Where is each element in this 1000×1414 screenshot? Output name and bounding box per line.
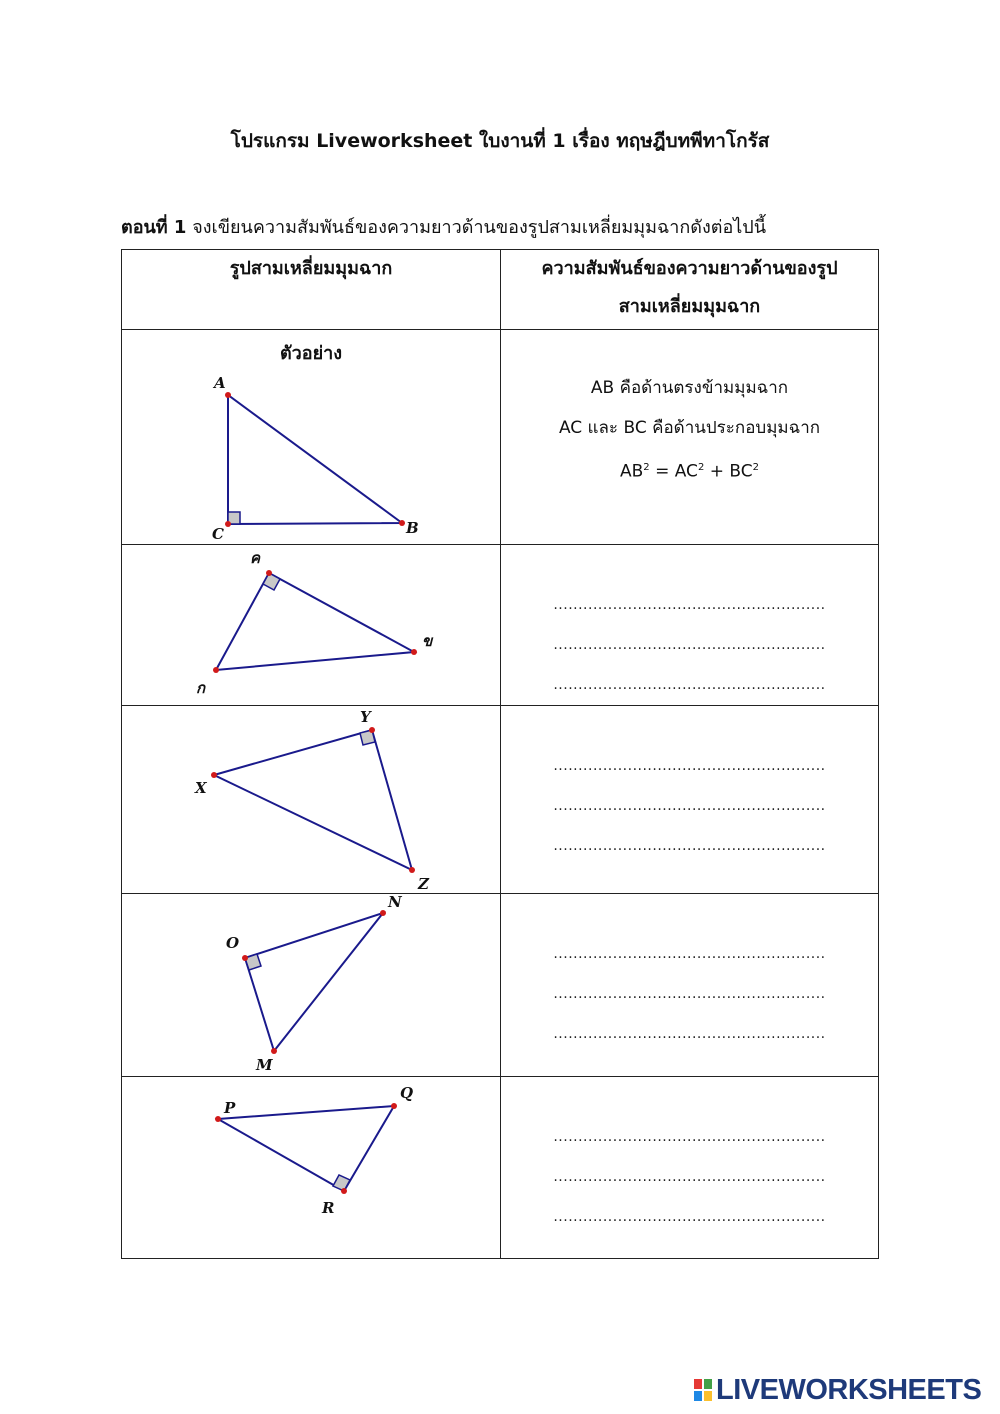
triangle-cell-4 [122, 1077, 501, 1259]
answer-input[interactable]: ....................................................... [553, 758, 826, 774]
vertex-dot [341, 1188, 347, 1194]
vertex-label: O [226, 934, 240, 952]
answer-cell-2 [501, 706, 879, 894]
triangle-abc [228, 395, 402, 524]
vertex-label: Z [418, 875, 429, 893]
vertex-dot [399, 520, 405, 526]
right-angle-marker [263, 573, 280, 590]
triangle-figure-2 [122, 706, 500, 893]
example-label: ตัวอย่าง [279, 343, 343, 364]
vertex-dot [213, 667, 219, 673]
header-right [501, 250, 879, 330]
answer-input[interactable]: ....................................................... [553, 677, 826, 693]
worksheet-table [121, 249, 879, 1259]
answer-lines-4 [501, 1077, 878, 1237]
vertex-label: R [322, 1199, 335, 1217]
vertex-dot [211, 772, 217, 778]
vertex-label: Y [360, 708, 371, 726]
vertex-dot [225, 392, 231, 398]
instruction [121, 212, 766, 241]
header-right-line2: สามเหลี่ยมมุมฉาก [618, 296, 761, 317]
vertex-label: ก [196, 679, 206, 697]
example-answer-cell [501, 330, 879, 545]
example-answer [501, 330, 878, 492]
answer-input[interactable]: ....................................................... [553, 1026, 826, 1042]
triangle-figure-3 [122, 894, 500, 1076]
header-row [122, 250, 879, 330]
triangle-cell-1 [122, 545, 501, 706]
triangle-cell-3 [122, 894, 501, 1077]
logo-text: LIVEWORKSHEETS [716, 1373, 982, 1406]
header-left [122, 250, 501, 330]
triangle-xyz [214, 730, 412, 870]
vertex-dot [266, 570, 272, 576]
answer-input[interactable]: ....................................................... [553, 597, 826, 613]
logo-mark-icon [694, 1379, 712, 1401]
header-left-text: รูปสามเหลี่ยมมุมฉาก [229, 258, 393, 279]
answer-input[interactable]: ....................................................... [553, 946, 826, 962]
right-angle-marker [333, 1175, 350, 1191]
answer-lines-3 [501, 894, 878, 1054]
triangle-kho [216, 573, 414, 670]
answer-cell-3 [501, 894, 879, 1077]
answer-lines-2 [501, 706, 878, 866]
answer-input[interactable]: ....................................................... [553, 1169, 826, 1185]
vertex-dot [242, 955, 248, 961]
exercise-row-3 [122, 894, 879, 1077]
vertex-label: Q [400, 1084, 414, 1102]
vertex-label: X [195, 779, 207, 797]
part-label: ตอนที่ 1 [121, 217, 187, 238]
example-line-legs: AC และ BC คือด้านประกอบมุมฉาก [558, 418, 821, 438]
answer-cell-4 [501, 1077, 879, 1259]
vertex-dot [391, 1103, 397, 1109]
vertex-label: P [224, 1099, 236, 1117]
eq-exp: 2 [752, 462, 759, 473]
triangle-cell-2 [122, 706, 501, 894]
example-figure-cell [122, 330, 501, 545]
example-row [122, 330, 879, 545]
vertex-label: ค [250, 549, 261, 567]
vertex-label: ข [422, 632, 433, 650]
vertex-dot [215, 1116, 221, 1122]
liveworksheets-logo[interactable] [694, 1374, 981, 1406]
answer-input[interactable]: ....................................................... [553, 798, 826, 814]
triangle-figure-1 [122, 545, 500, 704]
eq-ab: AB [620, 461, 644, 482]
vertex-label-c: C [212, 525, 224, 543]
answer-input[interactable]: ....................................................... [553, 1209, 826, 1225]
answer-input[interactable]: ....................................................... [553, 1129, 826, 1145]
triangle-figure-4 [122, 1077, 500, 1258]
eq-bc: + BC [704, 461, 753, 482]
vertex-label-a: A [214, 374, 226, 392]
header-right-line1: ความสัมพันธ์ของความยาวด้านของรูป [541, 258, 838, 279]
triangle-pqr [218, 1106, 394, 1191]
answer-input[interactable]: ....................................................... [553, 986, 826, 1002]
exercise-row-2 [122, 706, 879, 894]
page-title: โปรแกรม Liveworksheet ใบงานที่ 1 เรื่อง ทฤษฎีบทพีทาโกรัส [230, 130, 770, 152]
vertex-dot [369, 727, 375, 733]
example-equation [501, 448, 878, 492]
answer-cell-1 [501, 545, 879, 706]
eq-exp: 2 [643, 462, 650, 473]
exercise-row-4 [122, 1077, 879, 1259]
answer-input[interactable]: ....................................................... [553, 637, 826, 653]
vertex-dot [411, 649, 417, 655]
vertex-dot [409, 867, 415, 873]
vertex-label-b: B [406, 519, 419, 537]
vertex-dot [271, 1048, 277, 1054]
vertex-dot [225, 521, 231, 527]
exercise-row-1 [122, 545, 879, 706]
answer-input[interactable]: ....................................................... [553, 838, 826, 854]
triangle-mno [245, 913, 383, 1051]
answer-lines-1 [501, 545, 878, 705]
vertex-label: N [388, 894, 402, 911]
vertex-label: M [256, 1056, 273, 1074]
instruction-text: จงเขียนความสัมพันธ์ของความยาวด้านของรูปสามเหลี่ยมมุมฉากดังต่อไปนี้ [192, 217, 767, 238]
vertex-dot [380, 910, 386, 916]
eq-exp: 2 [697, 462, 705, 473]
example-line-hypotenuse: AB คือด้านตรงข้ามมุมฉาก [590, 378, 789, 398]
eq-ac: = AC [649, 461, 698, 482]
